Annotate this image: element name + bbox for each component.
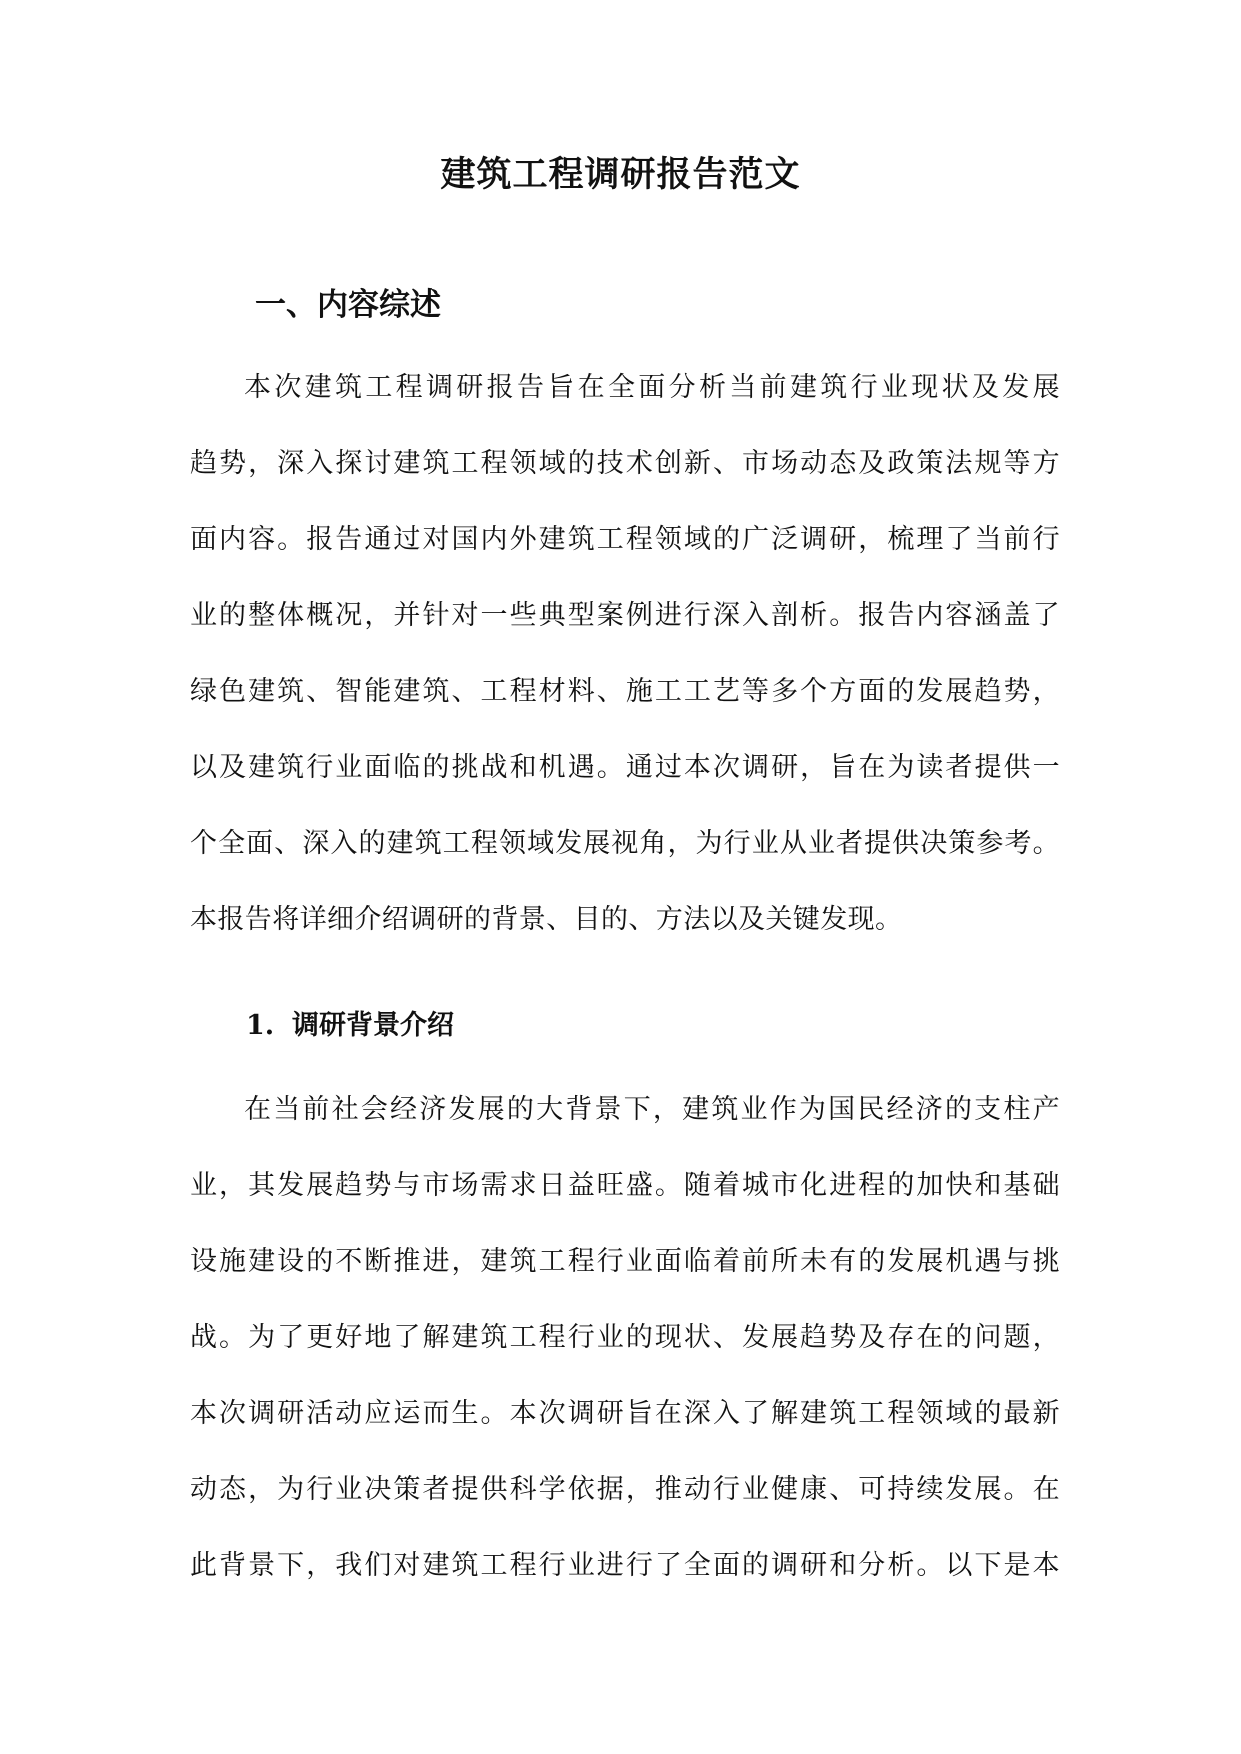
overview-paragraph	[190, 350, 1060, 958]
subsection-heading-text: 调研背景介绍	[292, 1010, 454, 1041]
paragraph-line: 趋势，深入探讨建筑工程领域的技术创新、市场动态及政策法规等方	[190, 448, 1060, 479]
background-paragraph	[190, 1072, 1060, 1604]
paragraph-line: 业的整体概况，并针对一些典型案例进行深入剖析。报告内容涵盖了	[190, 600, 1060, 631]
paragraph-line: 本报告将详细介绍调研的背景、目的、方法以及关键发现。	[190, 904, 903, 935]
paragraph-line: 以及建筑行业面临的挑战和机遇。通过本次调研，旨在为读者提供一	[190, 752, 1060, 783]
paragraph-line: 业，其发展趋势与市场需求日益旺盛。随着城市化进程的加快和基础	[190, 1170, 1060, 1201]
paragraph-line: 本次建筑工程调研报告旨在全面分析当前建筑行业现状及发展	[244, 372, 1060, 403]
paragraph-line: 设施建设的不断推进，建筑工程行业面临着前所未有的发展机遇与挑	[190, 1246, 1060, 1277]
paragraph-line: 战。为了更好地了解建筑工程行业的现状、发展趋势及存在的问题，	[190, 1322, 1060, 1353]
paragraph-line: 个全面、深入的建筑工程领域发展视角，为行业从业者提供决策参考。	[190, 828, 1060, 859]
paragraph-line: 动态，为行业决策者提供科学依据，推动行业健康、可持续发展。在	[190, 1474, 1060, 1505]
paragraph-line: 绿色建筑、智能建筑、工程材料、施工工艺等多个方面的发展趋势，	[190, 676, 1060, 707]
paragraph-line: 在当前社会经济发展的大背景下，建筑业作为国民经济的支柱产	[244, 1094, 1060, 1125]
document-title: 建筑工程调研报告范文	[440, 154, 801, 195]
subsection-heading-background	[246, 1006, 454, 1046]
section-heading-overview: 一、内容综述	[255, 287, 441, 323]
paragraph-line: 本次调研活动应运而生。本次调研旨在深入了解建筑工程领域的最新	[190, 1398, 1060, 1429]
paragraph-line: 此背景下，我们对建筑工程行业进行了全面的调研和分析。以下是本	[190, 1550, 1060, 1581]
subsection-number: 1.	[246, 1010, 275, 1041]
paragraph-line: 面内容。报告通过对国内外建筑工程领域的广泛调研，梳理了当前行	[190, 524, 1060, 555]
